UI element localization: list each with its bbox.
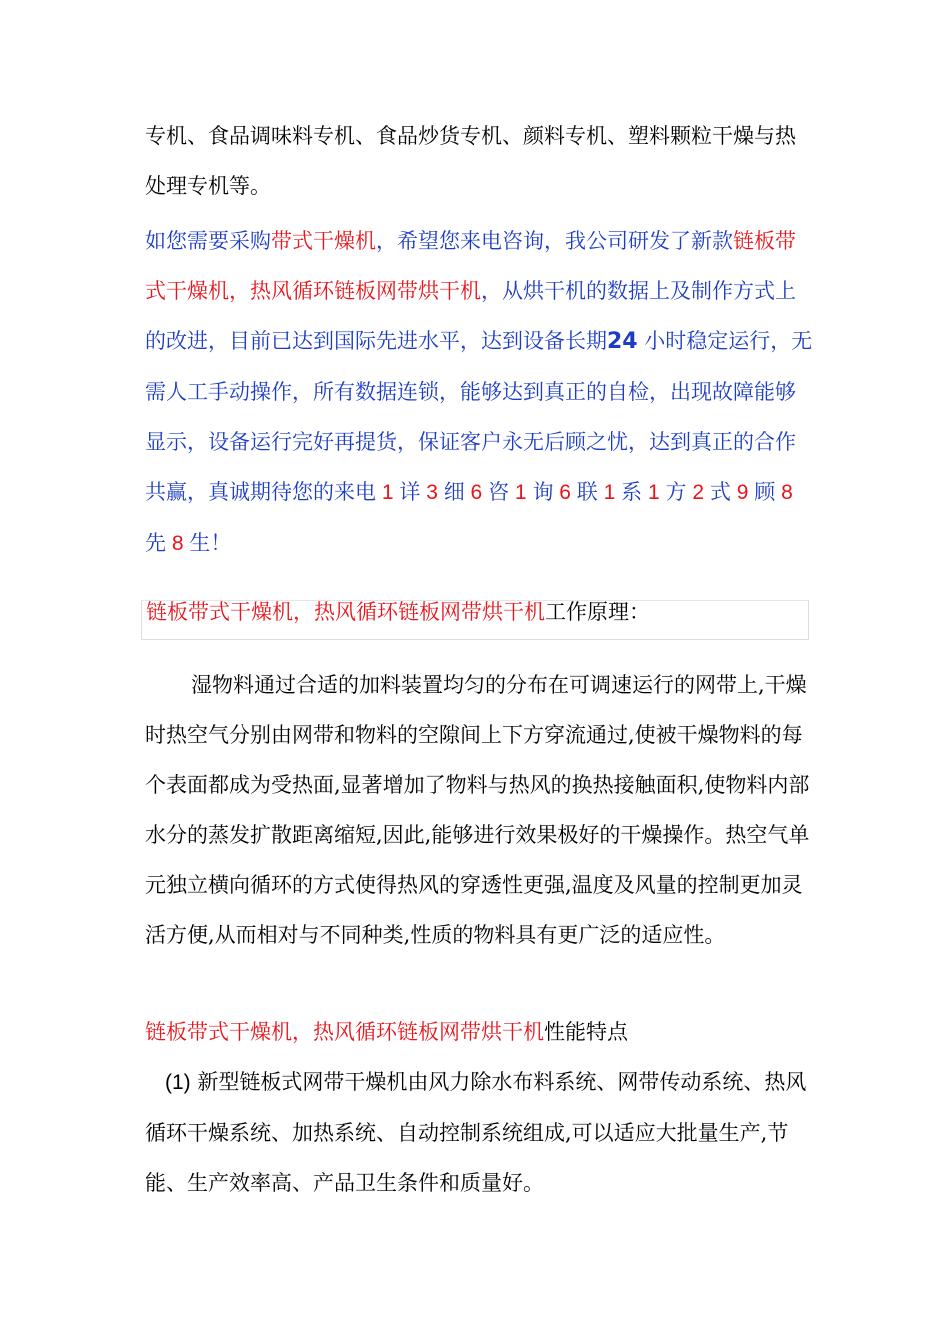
promo-text-4: 小时稳定运行，无需人工手动操作，所有数据连锁，能够达到真正的自检，出现故障能够显示，设备运行完好再提货，保证客户永无后顾之忧，达到真正的合作共赢，真诚期待您的来电 bbox=[145, 329, 813, 504]
phone-char: 先 bbox=[145, 531, 166, 555]
heading-performance-label: 性能特点 bbox=[544, 1020, 628, 1044]
phone-digit: 2 bbox=[686, 481, 710, 504]
paragraph-contact-promo bbox=[145, 216, 813, 569]
phone-digit: 1 bbox=[509, 481, 533, 504]
phone-digit: 8 bbox=[166, 532, 190, 555]
promo-hours-number: 24 bbox=[607, 329, 638, 354]
phone-char: 式 bbox=[709, 480, 731, 504]
phone-digit: 1 bbox=[597, 481, 622, 504]
phone-char: 系 bbox=[621, 480, 643, 504]
promo-text-1: 如您需要采购 bbox=[145, 229, 271, 253]
feature-1-text: 新型链板式网带干燥机由风力除水布料系统、网带传动系统、热风循环干燥系统、加热系统、自动控制系统组成,可以适应大批量生产,节能、生产效率高、产品卫生条件和质量好。 bbox=[145, 1070, 807, 1195]
phone-digit: 3 bbox=[420, 481, 444, 504]
phone-digit: 9 bbox=[730, 481, 755, 504]
heading-working-principle-label: 工作原理： bbox=[545, 600, 650, 624]
promo-product-link-2: 链板带式干燥机，热风循环链板网带烘干机 bbox=[145, 229, 796, 303]
phone-char: 询 bbox=[532, 480, 554, 504]
phone-char: 方 bbox=[665, 480, 687, 504]
phone-char: 咨 bbox=[488, 480, 510, 504]
heading-performance-features bbox=[145, 1007, 813, 1057]
phone-char: 生！ bbox=[189, 531, 232, 555]
phone-digit: 1 bbox=[642, 481, 666, 504]
heading-performance-product: 链板带式干燥机，热风循环链板网带烘干机 bbox=[145, 1020, 544, 1044]
phone-digit: 8 bbox=[775, 481, 793, 504]
paragraph-product-list-text: 专机、食品调味料专机、食品炒货专机、颜料专机、塑料颗粒干燥与热处理专机等。 bbox=[145, 124, 796, 198]
promo-product-link-1: 带式干燥机 bbox=[271, 229, 376, 253]
phone-char: 详 bbox=[399, 480, 421, 504]
paragraph-feature-1 bbox=[145, 1057, 813, 1208]
paragraph-working-principle bbox=[145, 660, 813, 960]
phone-char: 联 bbox=[576, 480, 598, 504]
phone-char: 顾 bbox=[754, 480, 776, 504]
paragraph-product-list bbox=[145, 111, 813, 211]
paragraph-working-principle-text: 湿物料通过合适的加料装置均匀的分布在可调速运行的网带上,干燥时热空气分别由网带和物料的空隙间上下方穿流通过,使被干燥物料的每个表面都成为受热面,显著增加了物料与热风的换热接触面积,使物料内部水分的蒸发扩散距离缩短,因此,能够进行效果极好的干燥操作。热空气单元独立横向循环的方式使得热风的穿透性更强,温度及风量的控制更加灵活方便,从而相对与不同种类,性质的物料具有更广泛的适应性。 bbox=[145, 673, 810, 947]
heading-working-principle-product: 链板带式干燥机，热风循环链板网带烘干机 bbox=[146, 600, 545, 624]
phone-digit: 6 bbox=[464, 481, 489, 504]
phone-digit: 6 bbox=[553, 481, 577, 504]
phone-char: 细 bbox=[443, 480, 465, 504]
feature-index: (1) bbox=[165, 1071, 191, 1094]
promo-text-2: ，希望您来电咨询，我公司研发了新款 bbox=[376, 229, 733, 253]
heading-working-principle bbox=[141, 600, 809, 640]
phone-digit: 1 bbox=[376, 481, 400, 504]
promo-text-3: ，从烘干机的数据上及制作方式上的改进，目前已达到国际先进水平，达到设备长期 bbox=[145, 279, 796, 353]
